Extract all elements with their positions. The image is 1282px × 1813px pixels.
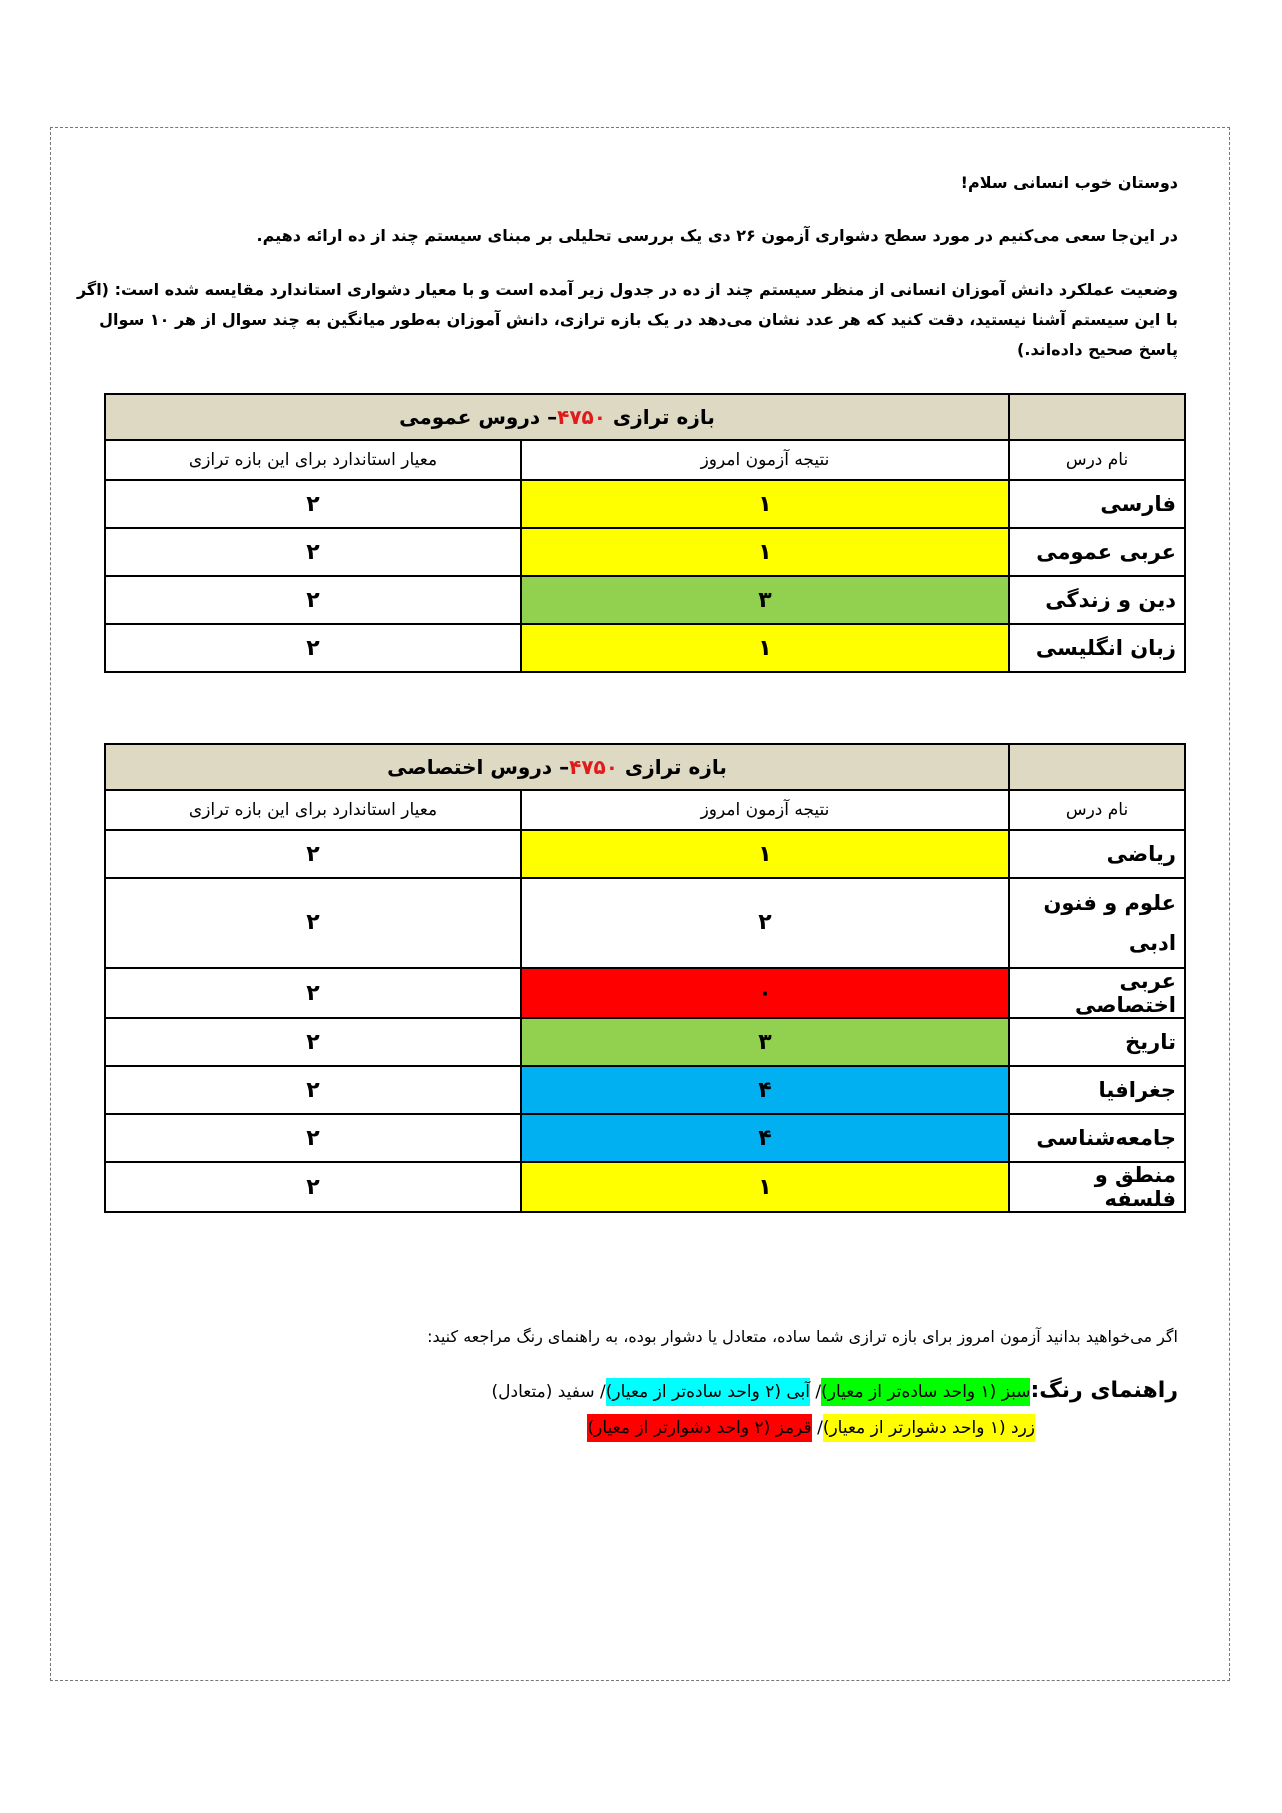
subject-name: دین و زندگی bbox=[1009, 576, 1185, 624]
col-header-name: نام درس bbox=[1009, 440, 1185, 480]
table-row bbox=[105, 480, 1185, 528]
table-row bbox=[105, 1162, 1185, 1212]
legend-cyan: آبی (۲ واحد ساده‌تر از معیار) bbox=[606, 1378, 810, 1406]
subject-name: عربی عمومی bbox=[1009, 528, 1185, 576]
legend-title: راهنمای رنگ: bbox=[1030, 1378, 1178, 1403]
subject-name: عربی اختصاصی bbox=[1009, 968, 1185, 1018]
specialized-subjects-table bbox=[104, 743, 1186, 1213]
result-value: ۲ bbox=[521, 878, 1009, 968]
title-prefix: بازه ترازی bbox=[605, 405, 715, 429]
table-row bbox=[105, 576, 1185, 624]
standard-value: ۲ bbox=[105, 624, 521, 672]
standard-value: ۲ bbox=[105, 1162, 521, 1212]
intro-paragraph: وضعیت عملکرد دانش آموزان انسانی از منظر سیستم چند از ده در جدول زیر آمده است و با معیار دشواری استاندارد مقایسه شده است: (اگر با این سیستم آشنا نیستید، دقت کنید که هر عدد نشان می‌دهد در یک بازه ترازی، دانش آموزان به‌طور میانگین به چند سوال از هر ۱۰ سوال پاسخ صحیح داده‌اند.) bbox=[76, 280, 1178, 359]
result-value: ۳ bbox=[521, 1018, 1009, 1066]
standard-value: ۲ bbox=[105, 878, 521, 968]
subject-name: جامعه‌شناسی bbox=[1009, 1114, 1185, 1162]
subject-name: زبان انگلیسی bbox=[1009, 624, 1185, 672]
result-value: ۴ bbox=[521, 1066, 1009, 1114]
table-title bbox=[105, 744, 1009, 790]
standard-value: ۲ bbox=[105, 480, 521, 528]
col-header-standard: معیار استاندارد برای این بازه ترازی bbox=[105, 790, 521, 830]
legend-red: قرمز (۲ واحد دشوارتر از معیار) bbox=[587, 1414, 811, 1442]
color-legend bbox=[75, 1373, 1178, 1446]
table-row bbox=[105, 1114, 1185, 1162]
table-row bbox=[105, 1066, 1185, 1114]
header-blank-cell bbox=[1009, 394, 1185, 440]
standard-value: ۲ bbox=[105, 968, 521, 1018]
general-subjects-table bbox=[104, 393, 1186, 673]
result-value: ۰ bbox=[521, 968, 1009, 1018]
table-header-row bbox=[105, 744, 1185, 790]
column-header-row bbox=[105, 440, 1185, 480]
col-header-standard: معیار استاندارد برای این بازه ترازی bbox=[105, 440, 521, 480]
title-score-range: ۴۷۵۰ bbox=[569, 755, 618, 779]
subject-name: منطق و فلسفه bbox=[1009, 1162, 1185, 1212]
subject-name: ریاضی bbox=[1009, 830, 1185, 878]
standard-value: ۲ bbox=[105, 528, 521, 576]
legend-line-2 bbox=[75, 1410, 1035, 1446]
table-row bbox=[105, 968, 1185, 1018]
result-value: ۱ bbox=[521, 624, 1009, 672]
legend-separator: / bbox=[810, 1382, 822, 1402]
result-value: ۱ bbox=[521, 1162, 1009, 1212]
table-row bbox=[105, 830, 1185, 878]
title-suffix: – دروس عمومی bbox=[399, 405, 558, 429]
result-value: ۱ bbox=[521, 528, 1009, 576]
title-score-range: ۴۷۵۰ bbox=[557, 405, 606, 429]
intro-line: در این‌جا سعی می‌کنیم در مورد سطح دشواری آزمون ۲۶ دی یک بررسی تحلیلی بر مبنای سیستم چند از ده ارائه دهیم. bbox=[256, 226, 1178, 245]
standard-value: ۲ bbox=[105, 576, 521, 624]
legend-white: / سفید (متعادل) bbox=[491, 1382, 606, 1402]
title-prefix: بازه ترازی bbox=[617, 755, 727, 779]
color-guide-intro: اگر می‌خواهید بدانید آزمون امروز برای بازه ترازی شما ساده، متعادل یا دشوار بوده، به راهنمای رنگ مراجعه کنید: bbox=[427, 1327, 1178, 1346]
standard-value: ۲ bbox=[105, 830, 521, 878]
table-row bbox=[105, 624, 1185, 672]
legend-green: سبز (۱ واحد ساده‌تر از معیار) bbox=[821, 1378, 1030, 1406]
subject-name: تاریخ bbox=[1009, 1018, 1185, 1066]
standard-value: ۲ bbox=[105, 1066, 521, 1114]
legend-line-1 bbox=[75, 1373, 1178, 1410]
table-row bbox=[105, 878, 1185, 968]
greeting-text: دوستان خوب انسانی سلام! bbox=[960, 173, 1178, 192]
column-header-row bbox=[105, 790, 1185, 830]
table-row bbox=[105, 528, 1185, 576]
subject-name: علوم و فنون ادبی bbox=[1009, 878, 1185, 968]
title-suffix: – دروس اختصاصی bbox=[387, 755, 570, 779]
legend-separator: / bbox=[811, 1418, 823, 1438]
result-value: ۴ bbox=[521, 1114, 1009, 1162]
col-header-name: نام درس bbox=[1009, 790, 1185, 830]
legend-yellow: زرد (۱ واحد دشوارتر از معیار) bbox=[823, 1414, 1035, 1442]
col-header-result: نتیجه آزمون امروز bbox=[521, 790, 1009, 830]
result-value: ۳ bbox=[521, 576, 1009, 624]
result-value: ۱ bbox=[521, 480, 1009, 528]
subject-name: فارسی bbox=[1009, 480, 1185, 528]
subject-name: جغرافیا bbox=[1009, 1066, 1185, 1114]
standard-value: ۲ bbox=[105, 1114, 521, 1162]
table-row bbox=[105, 1018, 1185, 1066]
table-header-row bbox=[105, 394, 1185, 440]
table-title bbox=[105, 394, 1009, 440]
standard-value: ۲ bbox=[105, 1018, 521, 1066]
header-blank-cell bbox=[1009, 744, 1185, 790]
col-header-result: نتیجه آزمون امروز bbox=[521, 440, 1009, 480]
result-value: ۱ bbox=[521, 830, 1009, 878]
